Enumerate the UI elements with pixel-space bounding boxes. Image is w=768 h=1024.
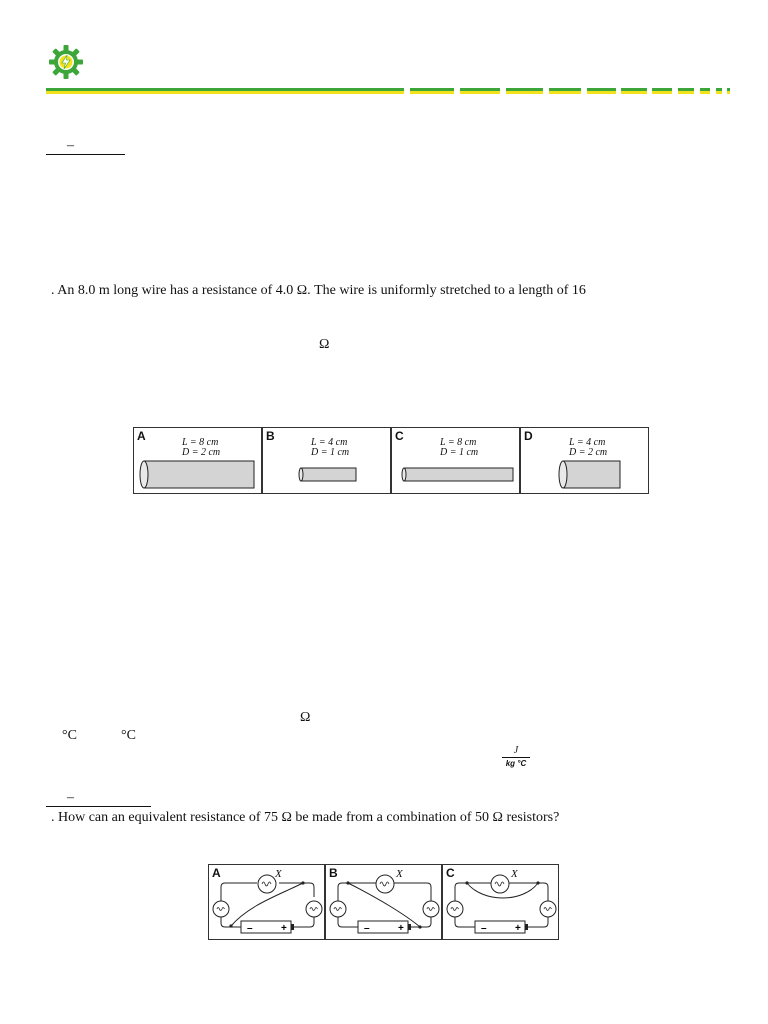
cylinder-shape xyxy=(392,428,521,495)
gear-lightning-icon xyxy=(48,44,84,80)
circuit-panel-b xyxy=(325,864,442,940)
circuit-diagram xyxy=(326,865,443,941)
svg-text:+: + xyxy=(281,923,287,934)
svg-text:–: – xyxy=(247,923,253,934)
diameter-label: D = 2 cm xyxy=(182,447,221,458)
panel-label: D xyxy=(524,429,533,443)
circuit-panel-c xyxy=(442,864,559,940)
specific-heat-unit-fraction xyxy=(502,745,530,768)
lamp-icon xyxy=(213,901,229,917)
lamp-icon xyxy=(258,875,276,893)
length-label: L = 8 cm xyxy=(182,437,219,448)
omega-symbol: Ω xyxy=(319,337,330,352)
diameter-label: D = 1 cm xyxy=(440,447,479,458)
fraction-numerator: J xyxy=(513,745,519,756)
cylinder-shape xyxy=(521,428,650,495)
svg-text:–: – xyxy=(481,923,487,934)
section-heading-mark: – xyxy=(67,138,74,153)
panel-label: A xyxy=(137,429,146,443)
question-wire-text: . An 8.0 m long wire has a resistance of 4.0 Ω. The wire is uniformly stretched to a length of 16 xyxy=(51,283,586,298)
lamp-icon xyxy=(423,901,439,917)
omega-symbol: Ω xyxy=(300,710,311,725)
svg-text:+: + xyxy=(515,923,521,934)
panel-label: B xyxy=(329,866,338,880)
bulb-x-label: X xyxy=(396,868,403,880)
bulb-x-label: X xyxy=(511,868,518,880)
section-heading-underline xyxy=(46,154,125,155)
svg-text:–: – xyxy=(364,923,370,934)
cylinder-panel-d xyxy=(520,427,649,494)
lamp-icon xyxy=(491,875,509,893)
cylinder-shape xyxy=(134,428,263,495)
panel-label: B xyxy=(266,429,275,443)
battery-icon xyxy=(241,921,294,934)
panel-label: C xyxy=(446,866,455,880)
bulb-x-label: X xyxy=(275,868,282,880)
logo xyxy=(48,44,84,80)
lamp-icon xyxy=(447,901,463,917)
cylinder-panel-a xyxy=(133,427,262,494)
fraction-denominator: kg °C xyxy=(505,759,527,768)
circuit-diagram xyxy=(209,865,326,941)
lamp-icon xyxy=(306,901,322,917)
lamp-icon xyxy=(330,901,346,917)
length-label: L = 8 cm xyxy=(440,437,477,448)
panel-label: C xyxy=(395,429,404,443)
section-heading-underline xyxy=(46,806,151,807)
temperature-unit: °C xyxy=(121,728,136,743)
section-heading-mark: – xyxy=(67,790,74,805)
cylinder-panel-c xyxy=(391,427,520,494)
cylinder-panel-b xyxy=(262,427,391,494)
lamp-icon xyxy=(540,901,556,917)
length-label: L = 4 cm xyxy=(569,437,606,448)
length-label: L = 4 cm xyxy=(311,437,348,448)
circuit-diagram xyxy=(443,865,560,941)
diameter-label: D = 2 cm xyxy=(569,447,608,458)
svg-text:+: + xyxy=(398,923,404,934)
circuit-panel-a xyxy=(208,864,325,940)
diameter-label: D = 1 cm xyxy=(311,447,350,458)
panel-label: A xyxy=(212,866,221,880)
cylinder-shape xyxy=(263,428,392,495)
lamp-icon xyxy=(376,875,394,893)
battery-icon xyxy=(475,921,528,934)
battery-icon xyxy=(358,921,411,934)
question-resistors-text: . How can an equivalent resistance of 75 Ω be made from a combination of 50 Ω resistors? xyxy=(51,810,560,825)
temperature-unit: °C xyxy=(62,728,77,743)
